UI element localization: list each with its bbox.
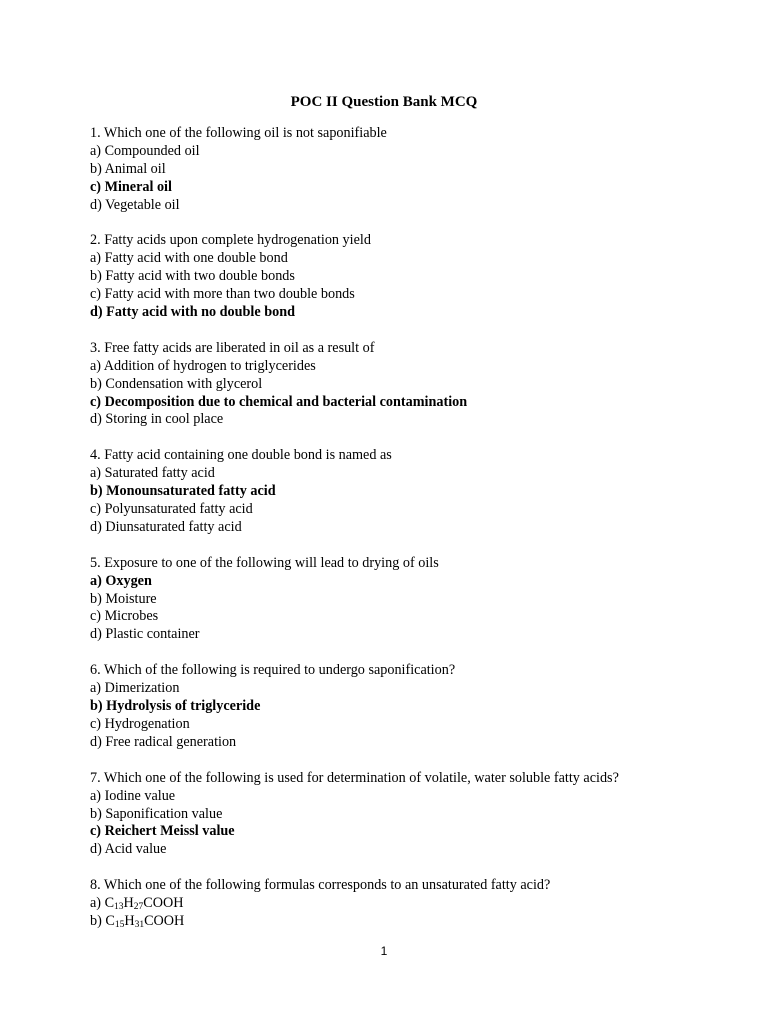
formula-element: H	[123, 895, 134, 912]
answer-option: a) Fatty acid with one double bond	[90, 250, 288, 267]
answer-option: b) Condensation with glycerol	[90, 375, 263, 392]
question-stem: 4. Fatty acid containing one double bond is named as	[90, 447, 392, 464]
question-block	[90, 340, 730, 429]
formula-option	[90, 913, 730, 931]
answer-option: d) Diunsaturated fatty acid	[90, 518, 242, 535]
question-stem: 8. Which one of the following formulas corresponds to an unsaturated fatty acid?	[90, 877, 551, 894]
answer-option: b) Fatty acid with two double bonds	[90, 268, 295, 285]
formula-subscript: 15	[114, 919, 125, 930]
correct-answer-option: b) Hydrolysis of triglyceride	[90, 698, 261, 715]
answer-option: c) Microbes	[90, 608, 159, 625]
formula-subscript: 13	[114, 902, 124, 913]
question-block	[90, 770, 730, 859]
question-block	[90, 662, 730, 751]
answer-option: c) Polyunsaturated fatty acid	[90, 501, 253, 518]
answer-option: c) Fatty acid with more than two double bonds	[90, 286, 355, 303]
question-stem: 2. Fatty acids upon complete hydrogenation yield	[90, 232, 371, 249]
question-stem: 5. Exposure to one of the following will lead to drying of oils	[90, 554, 439, 571]
answer-option: c) Hydrogenation	[90, 715, 190, 732]
formula-option	[90, 895, 730, 913]
answer-option: d) Storing in cool place	[90, 411, 224, 428]
answer-option: a) Addition of hydrogen to triglycerides	[90, 357, 316, 374]
page-title: POC II Question Bank MCQ	[290, 94, 478, 110]
correct-answer-option: d) Fatty acid with no double bond	[90, 304, 295, 321]
correct-answer-option: c) Decomposition due to chemical and bacterial contamination	[90, 393, 468, 410]
question-block	[90, 877, 730, 931]
answer-option: d) Free radical generation	[90, 733, 237, 750]
correct-answer-option: a) Oxygen	[90, 572, 152, 589]
answer-option: d) Vegetable oil	[90, 196, 180, 213]
answer-option: d) Acid value	[90, 841, 167, 858]
correct-answer-option: c) Reichert Meissl value	[90, 823, 235, 840]
answer-option: a) Dimerization	[90, 680, 180, 697]
question-stem: 7. Which one of the following is used for determination of volatile, water soluble fatty acids?	[90, 769, 619, 786]
question-block	[90, 125, 730, 214]
question-list	[90, 125, 730, 949]
option-prefix: b)	[90, 912, 106, 929]
answer-option: b) Saponification value	[90, 805, 223, 822]
correct-answer-option: b) Monounsaturated fatty acid	[90, 483, 276, 500]
formula-element: C	[104, 895, 115, 912]
question-stem: 6. Which of the following is required to undergo saponification?	[90, 662, 456, 679]
question-stem: 1. Which one of the following oil is not saponifiable	[90, 125, 387, 141]
question-block	[90, 232, 730, 321]
formula-subscript: 27	[133, 902, 144, 913]
option-prefix: a)	[90, 895, 105, 912]
answer-option: b) Animal oil	[90, 160, 166, 177]
question-stem: 3. Free fatty acids are liberated in oil as a result of	[90, 339, 375, 356]
formula-element: COOH	[144, 912, 185, 929]
answer-option: b) Moisture	[90, 590, 157, 607]
formula-element: COOH	[143, 895, 184, 912]
answer-option: a) Saturated fatty acid	[90, 465, 215, 482]
formula-element: C	[105, 912, 115, 929]
question-block	[90, 555, 730, 644]
formula-subscript: 31	[134, 919, 145, 930]
answer-option: a) Compounded oil	[90, 142, 200, 159]
answer-option: d) Plastic container	[90, 626, 200, 643]
correct-answer-option: c) Mineral oil	[90, 178, 172, 195]
page-number: 1	[380, 944, 388, 958]
formula-element: H	[124, 912, 135, 929]
answer-option: a) Iodine value	[90, 787, 176, 804]
question-block	[90, 447, 730, 536]
